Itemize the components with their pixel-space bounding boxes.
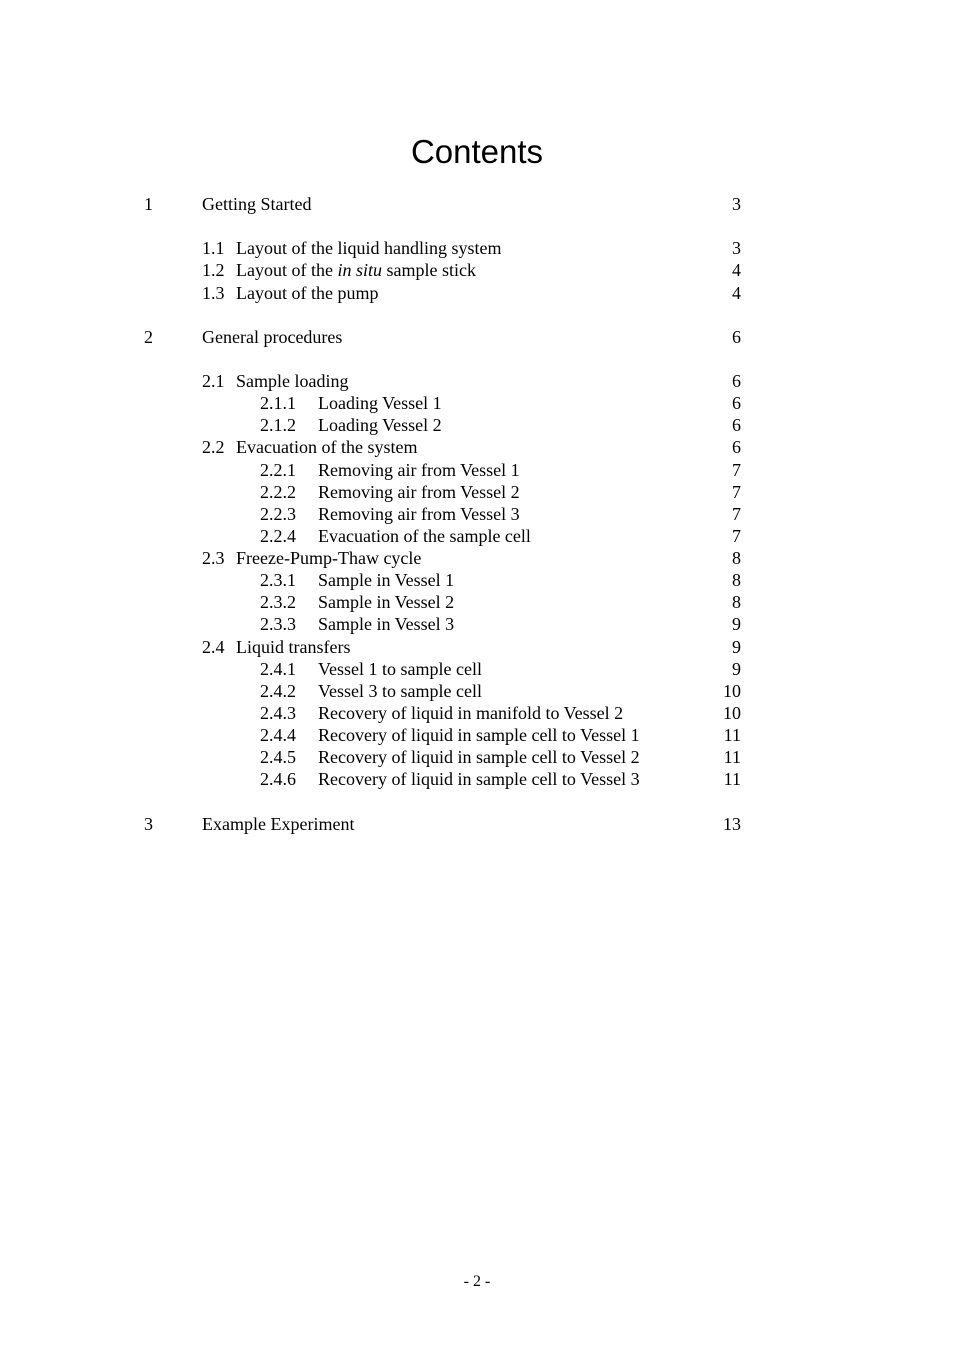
toc-entry-section[interactable]: [0, 547, 954, 569]
toc-entry-subsection[interactable]: [0, 481, 954, 503]
toc-entry-page: 11: [723, 769, 741, 789]
toc-entry-page: 9: [732, 637, 741, 657]
toc-entry-subsection[interactable]: [0, 569, 954, 591]
toc-entry-label: Removing air from Vessel 2: [318, 482, 520, 502]
toc-entry-number: 1.2: [202, 260, 225, 280]
toc-entry-label: Freeze-Pump-Thaw cycle: [236, 548, 422, 568]
toc-entry-page: 3: [732, 194, 741, 214]
toc-entry-page: 10: [723, 681, 741, 701]
toc-entry-label: Removing air from Vessel 1: [318, 460, 520, 480]
toc-entry-label: Layout of the liquid handling system: [236, 238, 502, 258]
toc-entry-label: General procedures: [202, 327, 343, 347]
toc-entry-section[interactable]: [0, 259, 954, 281]
toc-entry-page: 7: [732, 526, 741, 546]
toc-entry-number: 1: [144, 194, 153, 214]
toc-entry-subsection[interactable]: [0, 459, 954, 481]
toc-entry-number: 2.4.2: [260, 681, 296, 701]
toc-entry-number: 2.1.2: [260, 415, 296, 435]
toc-entry-subsection[interactable]: [0, 591, 954, 613]
toc-entry-section[interactable]: [0, 237, 954, 259]
toc-entry-label: Recovery of liquid in sample cell to Vessel 2: [318, 747, 640, 767]
toc-entry-page: 7: [732, 482, 741, 502]
toc-entry-number: 2.2.4: [260, 526, 296, 546]
toc-entry-page: 8: [732, 548, 741, 568]
toc-entry-number: 2: [144, 327, 153, 347]
toc-entry-page: 8: [732, 592, 741, 612]
toc-entry-number: 2.4.3: [260, 703, 296, 723]
toc-entry-label: Vessel 3 to sample cell: [318, 681, 482, 701]
toc-entry-page: 6: [732, 327, 741, 347]
toc-entry-number: 2.2.3: [260, 504, 296, 524]
toc-entry-page: 8: [732, 570, 741, 590]
toc-entry-label: Sample in Vessel 3: [318, 614, 455, 634]
toc-entry-label: Sample in Vessel 1: [318, 570, 455, 590]
toc-entry-number: 3: [144, 814, 153, 834]
toc-entry-number: 2.2.1: [260, 460, 296, 480]
toc-entry-subsection[interactable]: [0, 613, 954, 635]
toc-entry-number: 2.2.2: [260, 482, 296, 502]
toc-entry-page: 4: [732, 260, 741, 280]
toc-entry-number: 2.4.4: [260, 725, 296, 745]
toc-entry-label: Sample loading: [236, 371, 349, 391]
toc-entry-page: 9: [732, 659, 741, 679]
toc-entry-subsection[interactable]: [0, 724, 954, 746]
toc-entry-chapter[interactable]: [0, 813, 954, 835]
toc-entry-number: 2.3.3: [260, 614, 296, 634]
toc-entry-label-part: Layout of the: [236, 260, 338, 280]
toc-entry-subsection[interactable]: [0, 503, 954, 525]
toc-entry-number: 2.2: [202, 437, 225, 457]
toc-entry-label: Layout of the pump: [236, 283, 379, 303]
toc-entry-subsection[interactable]: [0, 680, 954, 702]
toc-entry-subsection[interactable]: [0, 525, 954, 547]
toc-entry-subsection[interactable]: [0, 392, 954, 414]
toc-entry-number: 2.1.1: [260, 393, 296, 413]
toc-entry-number: 1.3: [202, 283, 225, 303]
toc-entry-subsection[interactable]: [0, 414, 954, 436]
toc-entry-page: 4: [732, 283, 741, 303]
toc-entry-chapter[interactable]: [0, 326, 954, 348]
toc-entry-label: Vessel 1 to sample cell: [318, 659, 482, 679]
toc-entry-label: Recovery of liquid in sample cell to Vessel 1: [318, 725, 640, 745]
toc-entry-label: Liquid transfers: [236, 637, 351, 657]
toc-entry-subsection[interactable]: [0, 768, 954, 790]
toc-entry-page: 6: [732, 393, 741, 413]
toc-entry-label-part: sample stick: [382, 260, 476, 280]
toc-entry-label: Example Experiment: [202, 814, 355, 834]
toc-entry-page: 3: [732, 238, 741, 258]
toc-entry-page: 7: [732, 460, 741, 480]
toc-entry-label: Recovery of liquid in manifold to Vessel 2: [318, 703, 624, 723]
toc-entry-section[interactable]: [0, 436, 954, 458]
toc-entry-subsection[interactable]: [0, 658, 954, 680]
toc-entry-number: 2.4.1: [260, 659, 296, 679]
toc-entry-label: Loading Vessel 1: [318, 393, 442, 413]
toc-entry-page: 6: [732, 437, 741, 457]
toc-entry-page: 11: [723, 725, 741, 745]
page-number-footer: - 2 -: [463, 1273, 491, 1290]
toc-entry-number: 1.1: [202, 238, 225, 258]
toc-entry-number: 2.4.5: [260, 747, 296, 767]
toc-entry-label: Recovery of liquid in sample cell to Vessel 3: [318, 769, 640, 789]
toc-entry-label-emphasis: in situ: [337, 260, 382, 280]
toc-entry-subsection[interactable]: [0, 746, 954, 768]
toc-entry-label: Sample in Vessel 2: [318, 592, 455, 612]
toc-entry-number: 2.4: [202, 637, 225, 657]
toc-entry-label: Removing air from Vessel 3: [318, 504, 520, 524]
toc-entry-subsection[interactable]: [0, 702, 954, 724]
toc-entry-label: Evacuation of the system: [236, 437, 418, 457]
toc-entry-page: 7: [732, 504, 741, 524]
toc-entry-number: 2.4.6: [260, 769, 296, 789]
toc-entry-section[interactable]: [0, 370, 954, 392]
toc-entry-section[interactable]: [0, 282, 954, 304]
toc-entry-number: 2.3: [202, 548, 225, 568]
toc-entry-number: 2.3.1: [260, 570, 296, 590]
toc-entry-page: 10: [723, 703, 741, 723]
toc-entry-number: 2.3.2: [260, 592, 296, 612]
toc-entry-page: 11: [723, 747, 741, 767]
toc-entry-page: 6: [732, 415, 741, 435]
toc-entry-page: 9: [732, 614, 741, 634]
toc-entry-label: Getting Started: [202, 194, 312, 214]
page-title: Contents: [410, 133, 544, 170]
toc-entry-number: 2.1: [202, 371, 225, 391]
toc-entry-section[interactable]: [0, 636, 954, 658]
toc-entry-label: Loading Vessel 2: [318, 415, 442, 435]
toc-entry-page: 6: [732, 371, 741, 391]
toc-entry-label: [236, 259, 476, 281]
toc-entry-page: 13: [723, 814, 741, 834]
toc-entry-chapter[interactable]: [0, 193, 954, 215]
toc-entry-label: Evacuation of the sample cell: [318, 526, 531, 546]
